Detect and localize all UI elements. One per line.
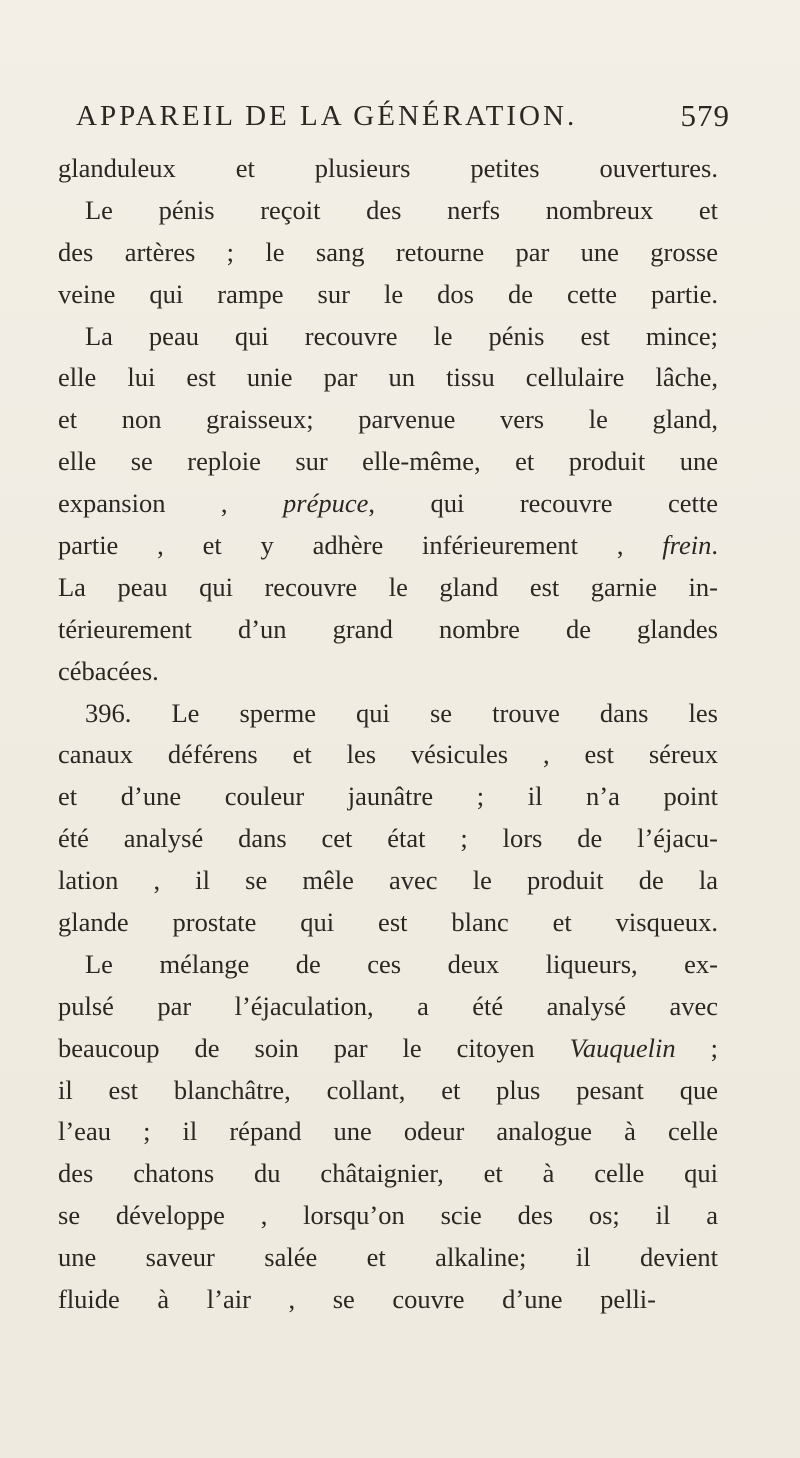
text-line: des chatons du châtaignier, et à celle qui [58,1158,718,1189]
text-line: canaux déférens et les vésicules , est séreux [58,739,718,770]
running-title: APPAREIL DE LA GÉNÉRATION. [76,100,578,132]
italic-term: frein [662,530,712,561]
text-line: cébacées. [58,655,159,686]
text-segment: beaucoup de soin par le citoyen [58,1032,570,1063]
body-text [58,148,718,1321]
text-line: pulsé par l’éjaculation, a été analysé avec [58,990,718,1021]
text-line: il est blanchâtre, collant, et plus pesant que [58,1074,718,1105]
text-line: fluide à l’air , se couvre d’une pelli- [58,1284,656,1315]
text-line: térieurement d’un grand nombre de glandes [58,613,718,644]
italic-term: prépuce [283,488,369,519]
text-segment: ; [675,1032,718,1063]
text-line: La peau qui recouvre le gland est garnie in- [58,571,718,602]
text-segment: , qui recouvre cette [368,488,718,519]
text-line [58,1028,718,1070]
text-segment: partie , et y adhère inférieurement , [58,530,663,561]
text-line: veine qui rampe sur le dos de cette partie. [58,278,718,309]
text-line: l’eau ; il répand une odeur analogue à celle [58,1116,718,1147]
text-segment: expansion , [58,488,284,519]
italic-term: Vauquelin [569,1032,676,1063]
text-segment: . [711,530,718,561]
text-line: 396. Le sperme qui se trouve dans les [85,697,718,728]
text-line: glanduleux et plusieurs petites ouvertures. [58,153,718,183]
text-line: elle lui est unie par un tissu cellulaire lâche, [58,362,718,393]
text-line: se développe , lorsqu’on scie des os; il a [58,1200,718,1231]
text-line: La peau qui recouvre le pénis est mince; [85,320,718,351]
text-line: des artères ; le sang retourne par une grosse [58,236,718,267]
text-line [58,483,718,525]
text-line: elle se reploie sur elle-même, et produit une [58,446,718,477]
text-line: et d’une couleur jaunâtre ; il n’a point [58,781,718,812]
text-line: Le mélange de ces deux liqueurs, ex- [85,948,718,979]
page-number: 579 [680,98,730,133]
text-line: glande prostate qui est blanc et visqueux. [58,907,718,938]
text-line: une saveur salée et alkaline; il devient [58,1242,718,1273]
text-line: lation , il se mêle avec le produit de la [58,865,718,896]
text-line [58,525,718,567]
text-line: été analysé dans cet état ; lors de l’éjacu- [58,823,718,854]
page-header [70,100,730,140]
text-line: et non graisseux; parvenue vers le gland, [58,404,718,435]
text-line: Le pénis reçoit des nerfs nombreux et [85,194,718,225]
